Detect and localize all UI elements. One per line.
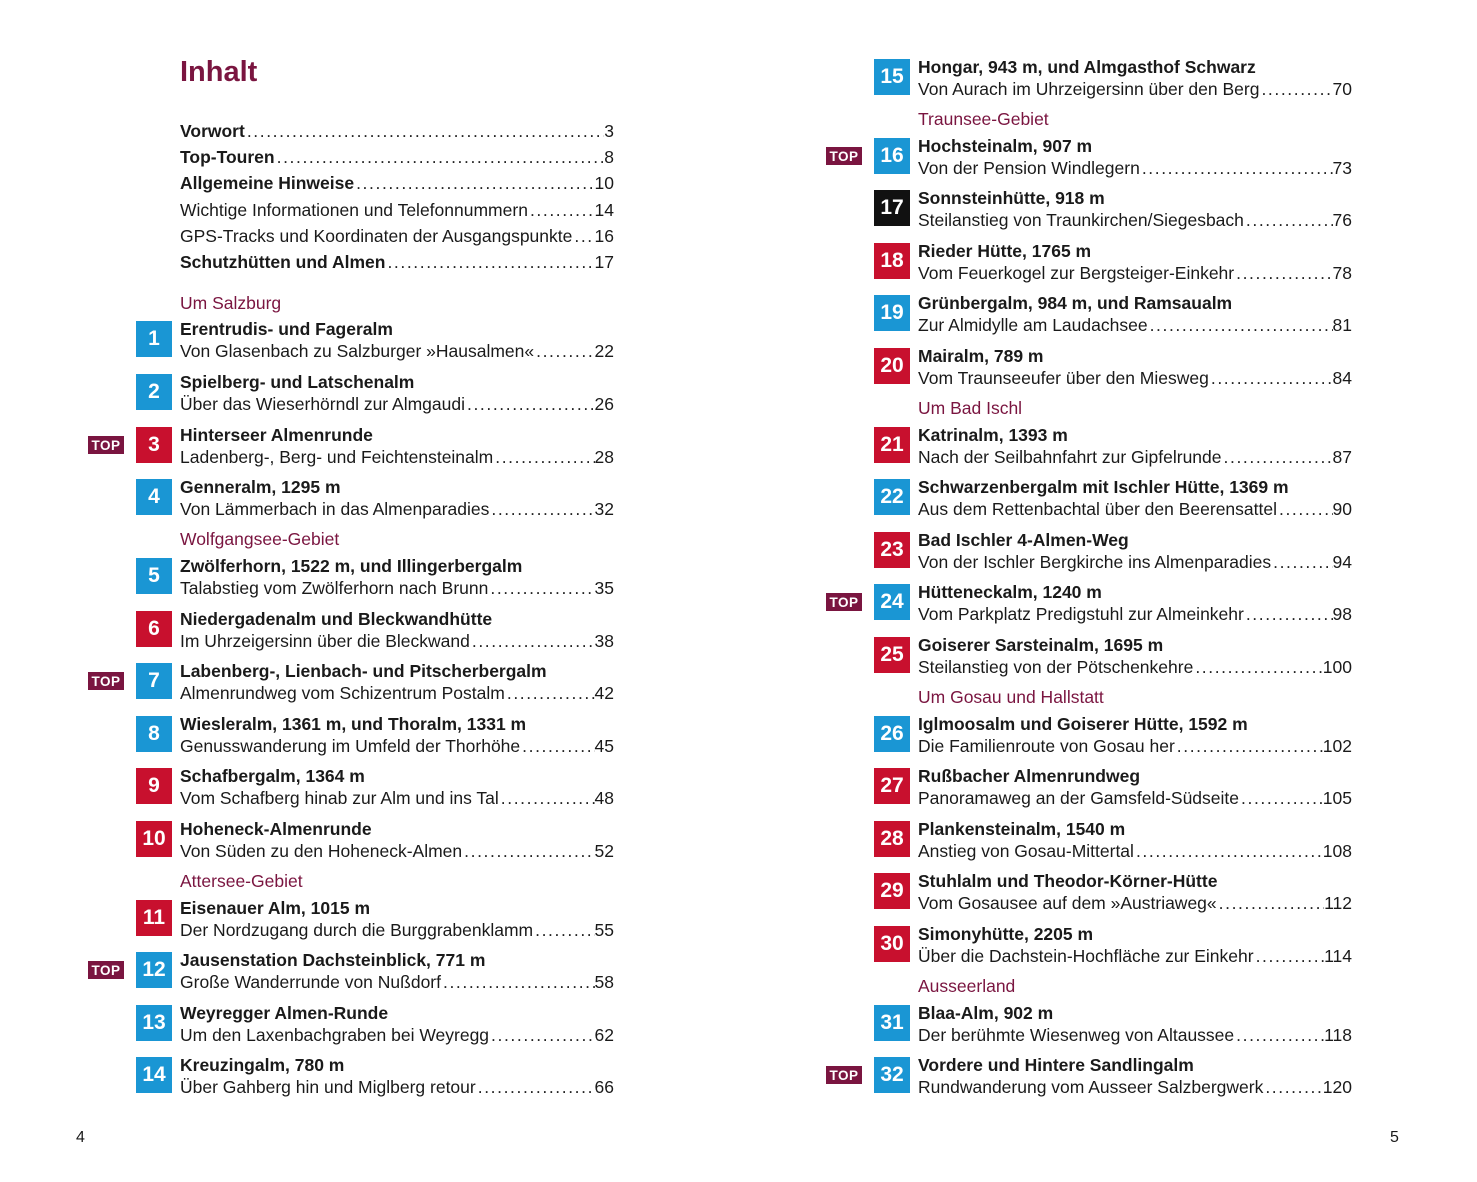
tour-page: 98 xyxy=(1332,604,1352,624)
tour-title: Bad Ischler 4-Almen-Weg xyxy=(918,530,1129,550)
tour-subtitle: Über das Wieserhörndl zur Almgaudi xyxy=(180,394,465,414)
tour-subtitle: Von Aurach im Uhrzeigersinn über den Berg xyxy=(918,79,1260,99)
tour-subtitle-line xyxy=(918,735,1352,757)
front-matter-label: Top-Touren xyxy=(180,147,275,167)
leader-dots xyxy=(1209,367,1333,389)
tour-subtitle: Von Glasenbach zu Salzburger »Hausalmen« xyxy=(180,341,535,361)
leader-dots xyxy=(489,1024,594,1046)
top-tour-badge: TOP xyxy=(88,672,124,690)
tour-number-badge: 24 xyxy=(874,584,910,620)
front-matter-label: Vorwort xyxy=(180,121,245,141)
leader-dots xyxy=(1239,787,1323,809)
leader-dots xyxy=(1140,157,1333,179)
tour-subtitle: Der berühmte Wiesenweg von Altaussee xyxy=(918,1025,1235,1045)
tour-page: 100 xyxy=(1322,657,1352,677)
tour-title: Iglmoosalm und Goiserer Hütte, 1592 m xyxy=(918,714,1248,734)
leader-dots xyxy=(462,840,594,862)
region-heading: Wolfgangsee-Gebiet xyxy=(180,529,340,549)
tour-page: 48 xyxy=(594,788,614,808)
tour-page: 114 xyxy=(1324,946,1352,966)
tour-subtitle-line xyxy=(180,498,614,520)
page-title: Inhalt xyxy=(180,56,258,88)
tour-subtitle: Vom Parkplatz Predigstuhl zur Almeinkehr xyxy=(918,604,1244,624)
tour-subtitle-line xyxy=(918,209,1352,231)
tour-page: 35 xyxy=(594,578,614,598)
tour-title: Zwölferhorn, 1522 m, und Illingerbergalm xyxy=(180,556,523,576)
tour-title: Schwarzenbergalm mit Ischler Hütte, 1369 m xyxy=(918,477,1289,497)
tour-number-badge: 3 xyxy=(136,427,172,463)
tour-subtitle: Ladenberg-, Berg- und Feichtensteinalm xyxy=(180,447,494,467)
tour-number-badge: 8 xyxy=(136,716,172,752)
tour-subtitle: Aus dem Rettenbachtal über den Beerensattel xyxy=(918,499,1277,519)
page-number-right: 5 xyxy=(1390,1129,1399,1146)
tour-title: Simonyhütte, 2205 m xyxy=(918,924,1094,944)
tour-page: 28 xyxy=(594,447,614,467)
tour-subtitle: Vom Schafberg hinab zur Alm und ins Tal xyxy=(180,788,499,808)
tour-title: Kreuzingalm, 780 m xyxy=(180,1055,345,1075)
tour-subtitle: Über die Dachstein-Hochfläche zur Einkehr xyxy=(918,946,1254,966)
tour-title: Rieder Hütte, 1765 m xyxy=(918,241,1092,261)
tour-title: Goiserer Sarsteinalm, 1695 m xyxy=(918,635,1164,655)
tour-subtitle-line xyxy=(918,367,1352,389)
leader-dots xyxy=(245,120,604,142)
tour-subtitle-line xyxy=(180,1024,614,1046)
tour-title: Schafbergalm, 1364 m xyxy=(180,766,365,786)
tour-subtitle: Almenrundweg vom Schizentrum Postalm xyxy=(180,683,505,703)
tour-subtitle-line xyxy=(180,682,614,704)
tour-number-badge: 21 xyxy=(874,427,910,463)
tour-title: Stuhlalm und Theodor-Körner-Hütte xyxy=(918,871,1218,891)
tour-title: Katrinalm, 1393 m xyxy=(918,425,1068,445)
leader-dots xyxy=(1244,603,1333,625)
tour-number-badge: 5 xyxy=(136,558,172,594)
tour-subtitle-line xyxy=(918,1024,1352,1046)
tour-title: Rußbacher Almenrundweg xyxy=(918,766,1141,786)
tour-title: Blaa-Alm, 902 m xyxy=(918,1003,1054,1023)
tour-number-badge: 14 xyxy=(136,1057,172,1093)
front-matter-item[interactable] xyxy=(180,225,614,247)
tour-page: 112 xyxy=(1324,893,1352,913)
tour-title: Hongar, 943 m, und Almgasthof Schwarz xyxy=(918,57,1256,77)
front-matter-page: 16 xyxy=(594,226,614,246)
tour-number-badge: 6 xyxy=(136,611,172,647)
region-heading: Um Gosau und Hallstatt xyxy=(918,687,1104,707)
top-tour-badge: TOP xyxy=(88,961,124,979)
tour-page: 118 xyxy=(1324,1025,1352,1045)
tour-title: Hütteneckalm, 1240 m xyxy=(918,582,1102,602)
tour-number-badge: 13 xyxy=(136,1005,172,1041)
tour-subtitle-line xyxy=(918,945,1352,967)
tour-number-badge: 30 xyxy=(874,926,910,962)
tour-subtitle-line xyxy=(918,446,1352,468)
tour-subtitle: Der Nordzugang durch die Burggrabenklamm xyxy=(180,920,534,940)
tour-subtitle-line xyxy=(918,314,1352,336)
leader-dots xyxy=(476,1076,595,1098)
front-matter-label: GPS-Tracks und Koordinaten der Ausgangspunkte xyxy=(180,226,573,246)
leader-dots xyxy=(441,971,595,993)
tour-title: Hoheneck-Almenrunde xyxy=(180,819,372,839)
leader-dots xyxy=(1244,209,1333,231)
tour-page: 66 xyxy=(594,1077,614,1097)
tour-subtitle-line xyxy=(918,78,1352,100)
tour-title: Genneralm, 1295 m xyxy=(180,477,341,497)
tour-subtitle: Über Gahberg hin und Miglberg retour xyxy=(180,1077,476,1097)
tour-subtitle: Die Familienroute von Gosau her xyxy=(918,736,1175,756)
tour-subtitle-line xyxy=(180,393,614,415)
leader-dots xyxy=(465,393,595,415)
top-tour-badge: TOP xyxy=(826,147,862,165)
tour-number-badge: 23 xyxy=(874,532,910,568)
front-matter-page: 3 xyxy=(604,121,614,141)
front-matter-item[interactable] xyxy=(180,172,614,194)
tour-title: Erentrudis- und Fageralm xyxy=(180,319,393,339)
tour-number-badge: 1 xyxy=(136,321,172,357)
tour-number-badge: 28 xyxy=(874,821,910,857)
tour-subtitle: Von der Ischler Bergkirche ins Almenparadies xyxy=(918,552,1272,572)
tour-page: 108 xyxy=(1322,841,1352,861)
tour-page: 84 xyxy=(1332,368,1352,388)
tour-number-badge: 25 xyxy=(874,637,910,673)
tour-title: Niedergadenalm und Bleckwandhütte xyxy=(180,609,493,629)
tour-number-badge: 31 xyxy=(874,1005,910,1041)
leader-dots xyxy=(1222,446,1333,468)
region-heading: Um Salzburg xyxy=(180,293,282,313)
tour-title: Spielberg- und Latschenalm xyxy=(180,372,415,392)
tour-subtitle-line xyxy=(180,446,614,468)
tour-number-badge: 27 xyxy=(874,768,910,804)
tour-subtitle: Panoramaweg an der Gamsfeld-Südseite xyxy=(918,788,1240,808)
tour-subtitle-line xyxy=(180,630,614,652)
region-heading: Um Bad Ischl xyxy=(918,398,1023,418)
tour-title: Jausenstation Dachsteinblick, 771 m xyxy=(180,950,486,970)
front-matter-label: Wichtige Informationen und Telefonnummern xyxy=(180,200,528,220)
leader-dots xyxy=(1263,1076,1322,1098)
tour-title: Hochsteinalm, 907 m xyxy=(918,136,1093,156)
tour-subtitle: Steilanstieg von der Pötschenkehre xyxy=(918,657,1194,677)
tour-page: 32 xyxy=(594,499,614,519)
tour-subtitle: Von der Pension Windlegern xyxy=(918,158,1140,178)
tour-page: 94 xyxy=(1332,552,1352,572)
tour-title: Vordere und Hintere Sandlingalm xyxy=(918,1055,1194,1075)
tour-subtitle-line xyxy=(180,735,614,757)
tour-title: Grünbergalm, 984 m, und Ramsaualm xyxy=(918,293,1233,313)
tour-subtitle-line xyxy=(918,157,1352,179)
tour-number-badge: 32 xyxy=(874,1057,910,1093)
page-number-left: 4 xyxy=(76,1129,85,1146)
tour-subtitle-line xyxy=(918,551,1352,573)
leader-dots xyxy=(528,199,595,221)
tour-subtitle-line xyxy=(180,340,614,362)
tour-subtitle: Vom Gosausee auf dem »Austriaweg« xyxy=(918,893,1217,913)
tour-number-badge: 22 xyxy=(874,479,910,515)
tour-number-badge: 20 xyxy=(874,348,910,384)
leader-dots xyxy=(470,630,595,652)
leader-dots xyxy=(1254,945,1325,967)
tour-page: 102 xyxy=(1322,736,1352,756)
tour-number-badge: 10 xyxy=(136,821,172,857)
tour-title: Sonnsteinhütte, 918 m xyxy=(918,188,1105,208)
leader-dots xyxy=(385,251,594,273)
tour-subtitle: Anstieg von Gosau-Mittertal xyxy=(918,841,1134,861)
front-matter-item[interactable] xyxy=(180,251,614,273)
tour-page: 73 xyxy=(1332,158,1352,178)
leader-dots xyxy=(499,787,595,809)
tour-page: 78 xyxy=(1332,263,1352,283)
tour-subtitle-line xyxy=(918,787,1352,809)
leader-dots xyxy=(489,498,594,520)
leader-dots xyxy=(275,146,605,168)
tour-number-badge: 7 xyxy=(136,663,172,699)
tour-page: 58 xyxy=(594,972,614,992)
tour-number-badge: 26 xyxy=(874,716,910,752)
tour-number-badge: 12 xyxy=(136,952,172,988)
tour-number-badge: 2 xyxy=(136,374,172,410)
tour-title: Wiesleralm, 1361 m, und Thoralm, 1331 m xyxy=(180,714,527,734)
tour-page: 90 xyxy=(1332,499,1352,519)
region-heading: Traunsee-Gebiet xyxy=(918,109,1049,129)
tour-page: 76 xyxy=(1332,210,1352,230)
tour-subtitle-line xyxy=(180,919,614,941)
leader-dots xyxy=(572,225,594,247)
tour-subtitle: Nach der Seilbahnfahrt zur Gipfelrunde xyxy=(918,447,1222,467)
tour-subtitle: Genusswanderung im Umfeld der Thorhöhe xyxy=(180,736,521,756)
leader-dots xyxy=(1134,840,1323,862)
tour-subtitle-line xyxy=(180,577,614,599)
leader-dots xyxy=(1259,78,1332,100)
top-tour-badge: TOP xyxy=(88,436,124,454)
tour-page: 105 xyxy=(1322,788,1352,808)
leader-dots xyxy=(488,577,594,599)
tour-subtitle-line xyxy=(918,1076,1352,1098)
leader-dots xyxy=(354,172,594,194)
tour-number-badge: 4 xyxy=(136,479,172,515)
tour-subtitle: Im Uhrzeigersinn über die Bleckwand xyxy=(180,631,470,651)
tour-subtitle-line xyxy=(918,262,1352,284)
tour-number-badge: 11 xyxy=(136,900,172,936)
tour-page: 42 xyxy=(594,683,614,703)
tour-page: 81 xyxy=(1332,315,1352,335)
leader-dots xyxy=(1217,892,1324,914)
tour-title: Weyregger Almen-Runde xyxy=(180,1003,389,1023)
tour-number-badge: 15 xyxy=(874,59,910,95)
tour-title: Hinterseer Almenrunde xyxy=(180,425,373,445)
top-tour-badge: TOP xyxy=(826,1066,862,1084)
front-matter-page: 10 xyxy=(594,173,614,193)
front-matter-label: Schutzhütten und Almen xyxy=(180,252,386,272)
tour-subtitle: Vom Feuerkogel zur Bergsteiger-Einkehr xyxy=(918,263,1235,283)
tour-subtitle: Von Lämmerbach in das Almenparadies xyxy=(180,499,490,519)
tour-page: 45 xyxy=(594,736,614,756)
tour-number-badge: 18 xyxy=(874,243,910,279)
tour-page: 55 xyxy=(594,920,614,940)
tour-subtitle-line xyxy=(180,787,614,809)
tour-page: 52 xyxy=(594,841,614,861)
tour-subtitle: Von Süden zu den Hoheneck-Almen xyxy=(180,841,463,861)
tour-number-badge: 29 xyxy=(874,873,910,909)
tour-title: Plankensteinalm, 1540 m xyxy=(918,819,1126,839)
tour-page: 70 xyxy=(1332,79,1352,99)
tour-number-badge: 16 xyxy=(874,138,910,174)
front-matter-page: 8 xyxy=(604,147,614,167)
tour-subtitle-line xyxy=(918,892,1352,914)
tour-number-badge: 17 xyxy=(874,190,910,226)
tour-page: 38 xyxy=(594,631,614,651)
leader-dots xyxy=(1234,262,1332,284)
tour-page: 22 xyxy=(594,341,614,361)
front-matter-label: Allgemeine Hinweise xyxy=(180,173,355,193)
tour-subtitle-line xyxy=(918,656,1352,678)
front-matter-page: 17 xyxy=(594,252,614,272)
leader-dots xyxy=(520,735,594,757)
top-tour-badge: TOP xyxy=(826,593,862,611)
tour-title: Eisenauer Alm, 1015 m xyxy=(180,898,371,918)
front-matter-item[interactable] xyxy=(180,120,614,142)
tour-subtitle-line xyxy=(180,971,614,993)
tour-subtitle-line xyxy=(918,603,1352,625)
leader-dots xyxy=(534,340,594,362)
tour-page: 120 xyxy=(1322,1077,1352,1097)
front-matter-item[interactable] xyxy=(180,199,614,221)
leader-dots xyxy=(1193,656,1322,678)
tour-number-badge: 9 xyxy=(136,768,172,804)
tour-subtitle: Vom Traunseeufer über den Miesweg xyxy=(918,368,1209,388)
leader-dots xyxy=(1148,314,1333,336)
leader-dots xyxy=(1271,551,1332,573)
front-matter-item[interactable] xyxy=(180,146,614,168)
leader-dots xyxy=(1175,735,1323,757)
tour-subtitle: Rundwanderung vom Ausseer Salzbergwerk xyxy=(918,1077,1264,1097)
tour-subtitle-line xyxy=(180,840,614,862)
tour-number-badge: 19 xyxy=(874,295,910,331)
tour-subtitle-line xyxy=(180,1076,614,1098)
tour-title: Mairalm, 789 m xyxy=(918,346,1044,366)
region-heading: Attersee-Gebiet xyxy=(180,871,303,891)
leader-dots xyxy=(1234,1024,1324,1046)
leader-dots xyxy=(505,682,595,704)
tour-subtitle: Steilanstieg von Traunkirchen/Siegesbach xyxy=(918,210,1244,230)
tour-subtitle: Zur Almidylle am Laudachsee xyxy=(918,315,1148,335)
tour-page: 87 xyxy=(1332,447,1352,467)
tour-subtitle-line xyxy=(918,498,1352,520)
front-matter-page: 14 xyxy=(594,200,614,220)
region-heading: Ausseerland xyxy=(918,976,1016,996)
leader-dots xyxy=(493,446,594,468)
tour-subtitle: Talabstieg vom Zwölferhorn nach Brunn xyxy=(180,578,489,598)
tour-subtitle: Große Wanderrunde von Nußdorf xyxy=(180,972,441,992)
leader-dots xyxy=(533,919,594,941)
tour-subtitle-line xyxy=(918,840,1352,862)
leader-dots xyxy=(1277,498,1333,520)
tour-title: Labenberg-, Lienbach- und Pitscherbergalm xyxy=(180,661,547,681)
tour-page: 26 xyxy=(594,394,614,414)
tour-subtitle: Um den Laxenbachgraben bei Weyregg xyxy=(180,1025,490,1045)
tour-page: 62 xyxy=(594,1025,614,1045)
